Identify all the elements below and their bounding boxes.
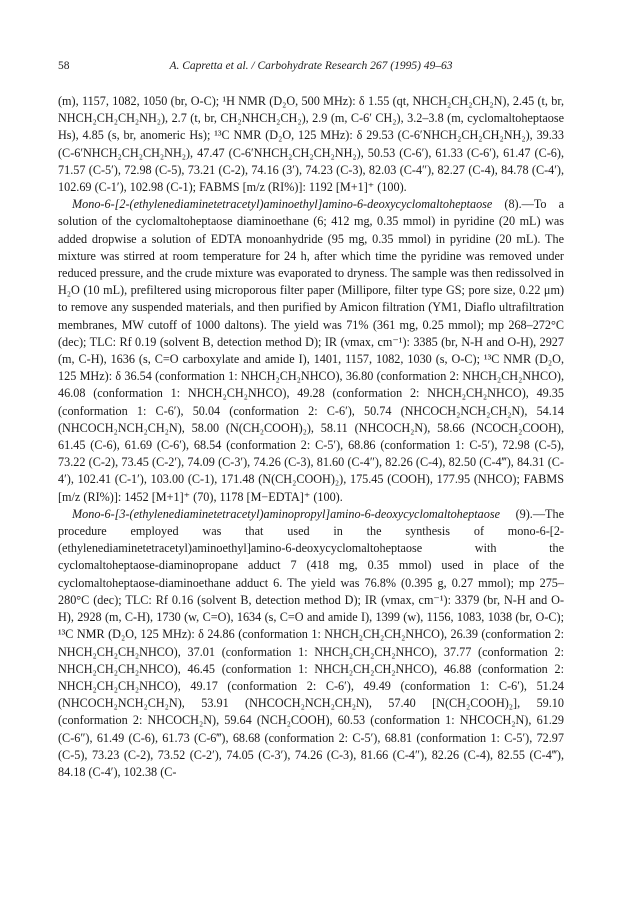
compound-9-title: Mono-6-[3-(ethylenediaminetetracetyl)aminopropyl]amino-6-deoxycyclomaltoheptaose: [72, 506, 516, 521]
paragraph-text: (m), 1157, 1082, 1050 (br, O-C); ¹H NMR (D₂O, 500 MHz): δ 1.55 (qt, NHCH₂CH₂CH₂N), 2.45 (t, br, NHCH₂CH₂CH₂NH₂), 2.7 (t, br, CH₂NHCH₂CH₂), 2.9 (m, C-6′ CH₂), 3.2–3.8 (m, cyclomaltoheptaose Hs), 4.85 (s, br, anomeric Hs); ¹³C NMR (D₂O, 125 MHz): δ 29.53 (C-6′NHCH₂CH₂CH₂NH₂), 39.33 (C-6′NHCH₂CH₂CH₂NH₂), 47.47 (C-6′NHCH₂CH₂CH₂NH₂), 50.53 (C-6′), 61.33 (C-6′), 61.47 (C-6), 71.57 (C-5′), 72.98 (C-5), 73.21 (C-2), 74.16 (3′), 74.23 (C-3), 82.03 (C-4″), 82.27 (C-4), 84.78 (C-4′), 102.69 (C-1′), 102.98 (C-1); FABMS [m/z (RI%)]: 1192 [M+1]⁺ (100).: [58, 94, 564, 195]
paragraph-text: (9).—The procedure employed was that used in the synthesis of mono-6-[2-(ethylenediaminetetracetyl)aminoethyl]amino-6-deoxycyclomaltoheptaose with the cyclomaltoheptaose-diaminopropane adduct 7 (418 mg, 0.35 mmol) used in place of the cyclomaltoheptaose-diaminoethane adduct 6. The yield was 76.8% (0.395 g, 0.27 mmol); mp 275–280°C (dec); TLC: Rf 0.16 (solvent B, detection method D); IR (νmax, cm⁻¹): 3379 (br, N-H and O-H), 2928 (m, C-H), 1730 (w, C=O), 1634 (s, C=O and amide I), 1399 (w), 1156, 1083, 1038 (br, O-C); ¹³C NMR (D₂O, 125 MHz): δ 24.86 (conformation 1: NHCH₂CH₂CH₂NHCO), 26.39 (conformation 2: NHCH₂CH₂CH₂NHCO), 37.01 (conformation 1: NHCH₂CH₂CH₂NHCO), 37.77 (conformation 2: NHCH₂CH₂CH₂NHCO), 46.45 (conformation 1: NHCH₂CH₂CH₂NHCO), 46.88 (conformation 2: NHCH₂CH₂CH₂NHCO), 49.17 (conformation 2: C-6′), 49.49 (conformation 1: C-6′), 51.24 (NHCOCH₂NCH₂CH₂N), 53.91 (NHCOCH₂NCH₂CH₂N), 57.40 [N(CH₂COOH)₂], 59.10 (conformation 2: NHCOCH₂N), 59.64 (NCH₂COOH), 60.53 (conformation 1: NHCOCH₂N), 61.29 (C-6″), 61.49 (C-6), 61.73 (C-6‴), 68.68 (conformation 2: C-5′), 68.81 (conformation 1: C-5′), 72.97 (C-5), 73.23 (C-2), 73.52 (C-2′), 74.05 (C-3′), 74.26 (C-3), 81.66 (C-4″), 82.26 (C-4), 82.55 (C-4‴), 84.18 (C-4′), 102.38 (C-: [58, 506, 564, 779]
paragraph-compound-8: [58, 196, 564, 506]
running-head: A. Capretta et al. / Carbohydrate Research 267 (1995) 49–63: [169, 60, 453, 72]
body-text: [58, 93, 564, 781]
page-number: 58: [58, 60, 70, 72]
paragraph-text: (8).—To a solution of the cyclomaltoheptaose diaminoethane (6; 412 mg, 0.35 mmol) in pyridine (20 mL) was added dropwise a solution of EDTA monoanhydride (95 mg, 0.35 mmol) in pyridine (20 mL). The mixture was stirred at room temperature for 24 h, after which time the pyridine was removed under reduced pressure, and the crude mixture was evaporated to dryness. The sample was then redissolved in H₂O (10 mL), prefiltered using microporous filter paper (Millipore, filter type GS; pore size, 0.22 μm) to remove any suspended materials, and then purified by Amicon filtration (YM1, Diaflo ultrafiltration membranes, MW cutoff of 1000 daltons). The yield was 71% (361 mg, 0.25 mmol); mp 268–272°C (dec); TLC: Rf 0.19 (solvent B, detection method D); IR (νmax, cm⁻¹): 3385 (br, N-H and O-H), 2927 (m, C-H), 1636 (s, C=O carboxylate and amide I), 1401, 1157, 1082, 1030 (s, O-C); ¹³C NMR (D₂O, 125 MHz): δ 36.54 (conformation 1: NHCH₂CH₂NHCO), 36.80 (conformation 2: NHCH₂CH₂NHCO), 46.08 (conformation 1: NHCH₂CH₂NHCO), 49.28 (conformation 2: NHCH₂CH₂NHCO), 49.35 (conformation 1: C-6′), 50.04 (conformation 2: C-6′), 50.74 (NHCOCH₂NCH₂CH₂N), 54.14 (NHCOCH₂NCH₂CH₂N), 58.00 (N(CH₂COOH)₂), 58.11 (NHCOCH₂N), 58.66 (NCOCH₂COOH), 61.45 (C-6), 61.69 (C-6′), 68.54 (conformation 2: C-5′), 68.86 (conformation 1: C-5′), 72.98 (C-5), 73.22 (C-2), 73.45 (C-2′), 74.09 (C-3′), 74.26 (C-3), 81.60 (C-4″), 82.26 (C-4), 82.50 (C-4‴), 84.31 (C-4′), 102.41 (C-1′), 103.00 (C-1), 171.48 (N(CH₂COOH)₂), 175.45 (COOH), 177.95 (NHCO); FABMS [m/z (RI%)]: 1452 [M+1]⁺ (70), 1178 [M−EDTA]⁺ (100).: [58, 197, 564, 504]
page-header: [58, 60, 564, 76]
paragraph-nmr-data: [58, 93, 564, 196]
compound-8-title: Mono-6-[2-(ethylenediaminetetracetyl)aminoethyl]amino-6-deoxycyclomaltoheptaose: [72, 197, 505, 212]
paragraph-compound-9: [58, 506, 564, 781]
